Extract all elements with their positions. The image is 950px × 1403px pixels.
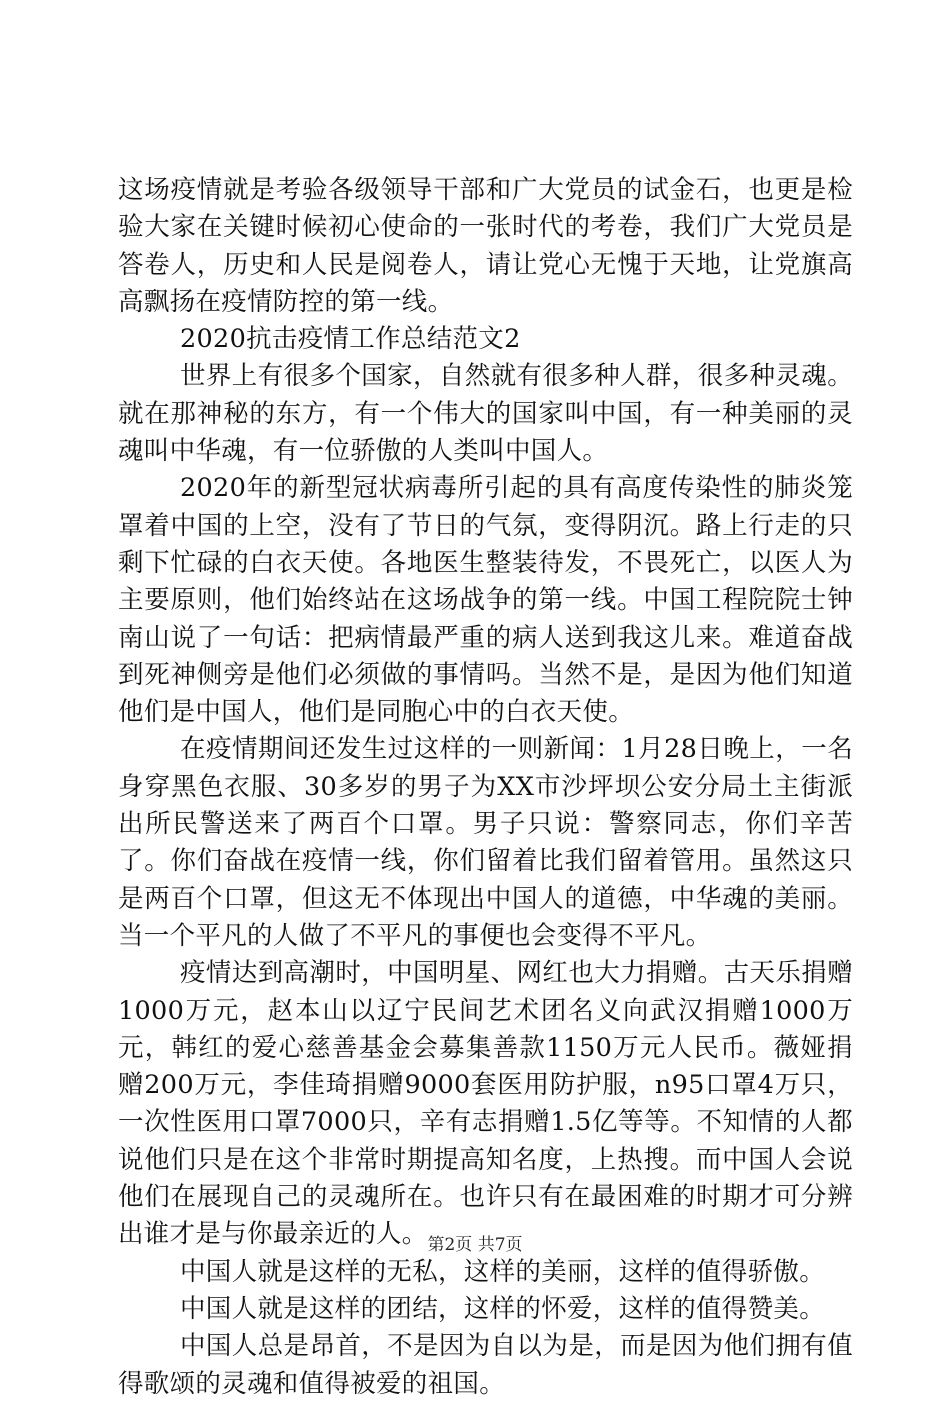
paragraph-news: 在疫情期间还发生过这样的一则新闻：1月28日晚上，一名身穿黑色衣服、30多岁的男子为XX市沙坪坝公安分局土主街派出所民警送来了两百个口罩。男子只说：警察同志，你们辛苦了。你们奋战在疫情一线，你们留着比我们留着管用。虽然这只是两百个口罩，但这无不体现出中国人的道德，中华魂的美丽。当一个平凡的人做了不平凡的事便也会变得不平凡。 (118, 734, 853, 951)
paragraph-united: 中国人就是这样的团结，这样的怀爱，这样的值得赞美。 (180, 1293, 826, 1324)
section-heading: 2020抗击疫情工作总结范文2 (180, 324, 521, 355)
page-number: 第2页 共7页 (427, 1235, 523, 1255)
paragraph-donations: 疫情达到高潮时，中国明星、网红也大力捐赠。古天乐捐赠1000万元，赵本山以辽宁民间艺术团名义向武汉捐赠1000万元，韩红的爱心慈善基金会募集善款1150万元人民币。薇娅捐赠200万元，李佳琦捐赠9000套医用防护服，n95口罩4万只，一次性医用口罩7000只，辛有志捐赠1.5亿等等。不知情的人都说他们只是在这个非常时期提高知名度，上热搜。而中国人会说他们在展现自己的灵魂所在。也许只有在最困难的时期才可分辨出谁才是与你最亲近的人。 (118, 958, 853, 1250)
paragraph-selfless: 中国人就是这样的无私，这样的美丽，这样的值得骄傲。 (180, 1256, 826, 1287)
paragraph-virus: 2020年的新型冠状病毒所引起的具有高度传染性的肺炎笼罩着中国的上空，没有了节日的气氛，变得阴沉。路上行走的只剩下忙碌的白衣天使。各地医生整装待发，不畏死亡，以医人为主要原则，他们始终站在这场战争的第一线。中国工程院院士钟南山说了一句话：把病情最严重的病人送到我这儿来。难道奋战到死神侧旁是他们必须做的事情吗。当然不是，是因为他们知道他们是中国人，他们是同胞心中的白衣天使。 (118, 473, 853, 728)
paragraph-proud: 中国人总是昂首，不是因为自以为是，而是因为他们拥有值得歌颂的灵魂和值得被爱的祖国。 (118, 1331, 853, 1399)
paragraph-intro: 这场疫情就是考验各级领导干部和广大党员的试金石，也更是检验大家在关键时候初心使命的一张时代的考卷，我们广大党员是答卷人，历史和人民是阅卷人，请让党心无愧于天地，让党旗高高飘扬在疫情防控的第一线。 (118, 175, 853, 317)
paragraph-world: 世界上有很多个国家，自然就有很多种人群，很多种灵魂。就在那神秘的东方，有一个伟大的国家叫中国，有一种美丽的灵魂叫中华魂，有一位骄傲的人类叫中国人。 (118, 361, 853, 467)
document-body (118, 172, 853, 1403)
